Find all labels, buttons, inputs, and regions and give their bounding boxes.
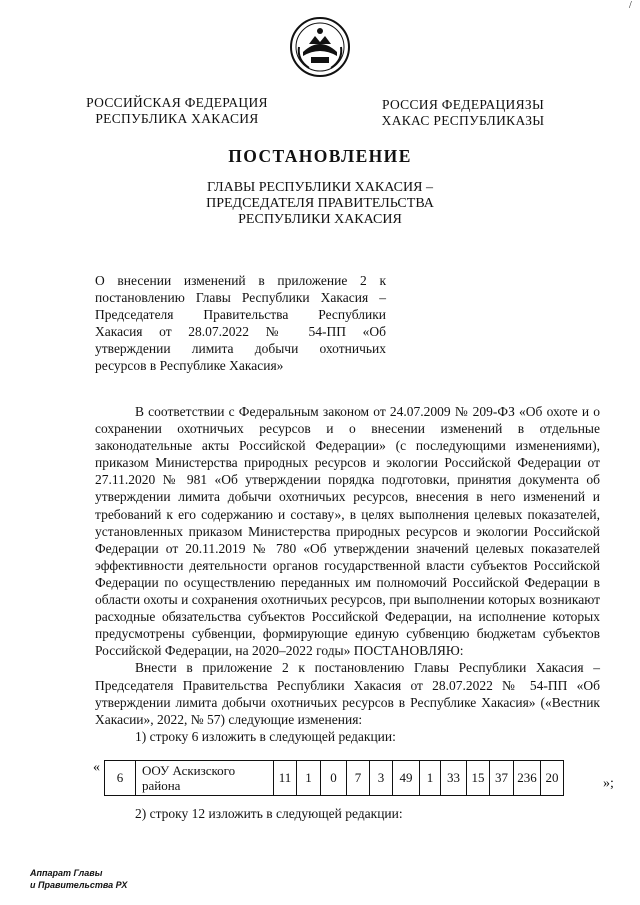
value-cell: 236: [514, 761, 541, 796]
header-right-line2: ХАКАС РЕСПУБЛИКАЗЫ: [381, 113, 545, 128]
amended-row-table: [104, 760, 564, 796]
issuer-line1: ГЛАВЫ РЕСПУБЛИКИ ХАКАСИЯ –: [207, 180, 433, 195]
header-left-line1: РОССИЙСКАЯ ФЕДЕРАЦИЯ: [86, 95, 268, 110]
footer-stamp: [30, 867, 127, 891]
issuer-block: [160, 180, 480, 228]
value-cell: 49: [393, 761, 420, 796]
body-text: [95, 403, 600, 745]
document-title: ПОСТАНОВЛЕНИЕ: [228, 146, 412, 166]
table-quote-close: »;: [603, 776, 614, 791]
table-quote-open: «: [93, 760, 100, 775]
value-cell: 33: [441, 761, 467, 796]
subject-line: Председателя Правительства Республики: [95, 307, 386, 322]
table-row: [105, 761, 564, 796]
footer-line1: Аппарат Главы: [30, 868, 103, 878]
header-right-line1: РОССИЯ ФЕДЕРАЦИЯЗЫ: [381, 97, 545, 112]
value-cell: 37: [490, 761, 514, 796]
value-cell: 1: [297, 761, 321, 796]
subject-line: ресурсов в Республике Хакасия»: [95, 358, 284, 373]
row-number-cell: 6: [105, 761, 136, 796]
subject-line: утверждении лимита добычи охотничьих: [95, 341, 386, 356]
value-cell: 20: [541, 761, 564, 796]
subject-line: Хакасия от 28.07.2022 № 54-ПП «Об: [95, 324, 386, 339]
preamble-paragraph: В соответствии с Федеральным законом от 24.07.2009 № 209-ФЗ «Об охоте и о сохранении охотничьих ресурсов и о внесении изменений в отдельные законодательные акты Российской Федерации» (с последующими изменениями), приказом Министерства природных ресурсов и экологии Российской Федерации от 27.11.2020 № 981 «Об утверждении порядка подготовки, принятия документа об утверждении лимита добычи охотничьих ресурсов, внесения в него изменений и требований к его содержанию и составу», в целях выполнения целевых показателей, установленных приказом Министерства природных ресурсов и экологии Российской Федерации от 20.11.2019 № 780 «Об утверждении значений целевых показателей эффективности деятельности органов государственной власти субъектов Российской Федерации по осуществлению переданных им полномочий Российской Федерации в области охоты и сохранения охотничьих ресурсов, при выполнении которых возникают расходные обязательства субъектов Российской Федерации, на исполнение которых предусмотрены субвенции, формирующие единую субвенцию бюджетам субъектов Российской Федерации, на 2020–2022 годы» ПОСТАНОВЛЯЮ:: [95, 404, 600, 659]
value-cell: 7: [347, 761, 370, 796]
page-mark: /: [629, 0, 632, 11]
header-left-line2: РЕСПУБЛИКА ХАКАСИЯ: [95, 111, 259, 126]
subject-line: О внесении изменений в приложение 2 к: [95, 273, 386, 288]
header-right: [370, 97, 556, 129]
value-cell: 15: [467, 761, 490, 796]
value-cell: 11: [274, 761, 297, 796]
issuer-line3: РЕСПУБЛИКИ ХАКАСИЯ: [238, 212, 402, 227]
issuer-line2: ПРЕДСЕДАТЕЛЯ ПРАВИТЕЛЬСТВА: [206, 196, 434, 211]
subject-block: [95, 272, 386, 374]
item-1-text: 1) строку 6 изложить в следующей редакции:: [135, 728, 396, 744]
item-2-text: 2) строку 12 изложить в следующей редакции:: [135, 806, 403, 821]
value-cell: 3: [370, 761, 393, 796]
value-cell: 0: [321, 761, 347, 796]
subject-line: постановлению Главы Республики Хакасия –: [95, 290, 386, 305]
value-cell: 1: [420, 761, 441, 796]
header-left: [82, 95, 272, 127]
footer-line2: и Правительства РХ: [30, 880, 128, 890]
coat-of-arms-emblem-icon: [289, 16, 351, 78]
decree-paragraph: Внести в приложение 2 к постановлению Главы Республики Хакасия – Председателя Правительства Республики Хакасия от 28.07.2022 № 54-ПП «Об утверждении лимита добычи охотничьих ресурсов в Республике Хакасия» («Вестник Хакасии», 2022, № 57) следующие изменения:: [95, 660, 600, 727]
hunting-area-name-cell: ООУ Аскизского района: [136, 761, 274, 796]
